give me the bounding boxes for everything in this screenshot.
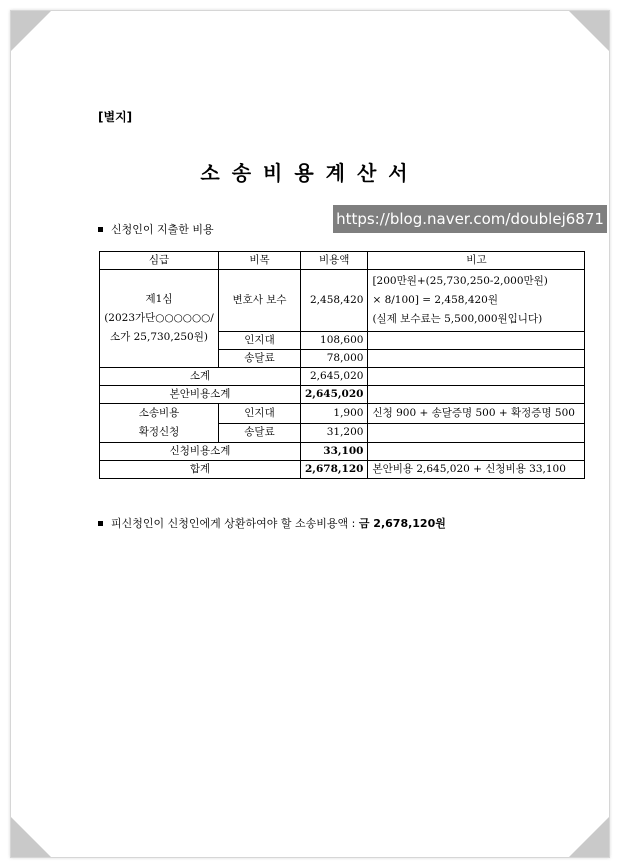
- page-corner-fold: [569, 11, 609, 51]
- application-line: 소송비용: [138, 407, 180, 419]
- attachment-label: [별지]: [98, 110, 133, 124]
- note-cell: [368, 270, 585, 332]
- section-expenses: [98, 221, 214, 237]
- trial-line: 소가 25,730,250원): [110, 331, 208, 343]
- item-cell: 인지대: [219, 404, 301, 424]
- application-subtotal-label: 신청비용소계: [100, 443, 301, 461]
- section-reimbursement: [98, 515, 446, 531]
- table-row: [100, 443, 585, 461]
- amount-cell: 33,100: [301, 443, 368, 461]
- total-label: 합계: [100, 461, 301, 479]
- note-line: (실제 보수료는 5,500,000원입니다): [372, 313, 543, 325]
- amount-cell: 1,900: [301, 404, 368, 424]
- item-cell: 인지대: [219, 332, 301, 350]
- amount-cell: 2,678,120: [301, 461, 368, 479]
- reimbursement-text: 피신청인이 신청인에게 상환하여야 할 소송비용액 :: [111, 517, 359, 530]
- amount-cell: 31,200: [301, 423, 368, 443]
- amount-cell: 2,645,020: [301, 368, 368, 386]
- amount-cell: 2,458,420: [301, 270, 368, 332]
- square-bullet-icon: [98, 521, 103, 526]
- header-cell: 비고: [368, 252, 585, 270]
- note-cell: [368, 386, 585, 404]
- document-title: 소송비용계산서: [200, 161, 420, 185]
- note-cell: 신청 900 + 송달증명 500 + 확정증명 500: [368, 404, 585, 424]
- item-cell: 송달료: [219, 350, 301, 368]
- trial-line: 제1심: [145, 293, 173, 305]
- amount-cell: 2,645,020: [301, 386, 368, 404]
- note-cell: [368, 443, 585, 461]
- table-row: [100, 461, 585, 479]
- header-cell: 비목: [219, 252, 301, 270]
- item-cell: 변호사 보수: [219, 270, 301, 332]
- note-line: × 8/100] = 2,458,420원: [372, 294, 498, 306]
- application-cell: [100, 404, 219, 443]
- header-cell: 비용액: [301, 252, 368, 270]
- note-cell: [368, 368, 585, 386]
- item-cell: 송달료: [219, 423, 301, 443]
- application-line: 확정신청: [138, 426, 180, 438]
- page-corner-fold: [11, 817, 51, 857]
- section-expenses-label: 신청인이 지출한 비용: [111, 223, 214, 236]
- table-row: [100, 368, 585, 386]
- main-subtotal-label: 본안비용소계: [100, 386, 301, 404]
- page-corner-fold: [569, 817, 609, 857]
- amount-cell: 108,600: [301, 332, 368, 350]
- trial-line: (2023가단○○○○○○/: [104, 312, 214, 324]
- note-cell: [368, 350, 585, 368]
- reimbursement-amount: 금 2,678,120원: [358, 517, 446, 530]
- trial-cell: [100, 270, 219, 368]
- note-line: [200만원+(25,730,250-2,000만원): [372, 275, 548, 287]
- table-row: [100, 404, 585, 424]
- table-row: [100, 386, 585, 404]
- subtotal-label: 소계: [100, 368, 301, 386]
- watermark-url: https://blog.naver.com/doublej6871: [333, 205, 607, 233]
- note-cell: [368, 332, 585, 350]
- amount-cell: 78,000: [301, 350, 368, 368]
- table-header-row: [100, 252, 585, 270]
- cost-table: [99, 251, 585, 479]
- header-cell: 심급: [100, 252, 219, 270]
- note-cell: [368, 423, 585, 443]
- square-bullet-icon: [98, 227, 103, 232]
- note-cell: 본안비용 2,645,020 + 신청비용 33,100: [368, 461, 585, 479]
- page-corner-fold: [11, 11, 51, 51]
- table-row: [100, 270, 585, 332]
